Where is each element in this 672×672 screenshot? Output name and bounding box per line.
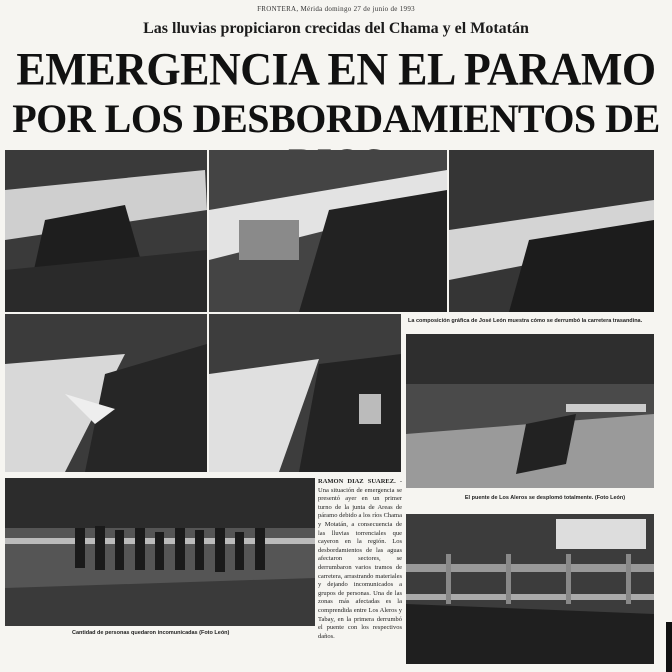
photo-road-collapse-2	[209, 150, 447, 312]
photo-bridge-collapse	[406, 334, 654, 488]
photo-road-collapse-1	[5, 150, 207, 312]
article-body: - Una situación de emergencia se presentó ayer en un primer turno de la junta de Areas de páramo debido a los ríos Chama y Motatán, a consecuencia de las lluvias torrenciales que cayeron en la región. Los desbordamientos de las aguas afectaron sectores, se derrumbaron varios tramos de carretera, arrastrando materiales y dejando incomunicados a grupos de personas.	[318, 478, 402, 597]
photo-stranded-crowd	[5, 478, 315, 626]
article-body-2: Una de las zonas más afectadas es la comprendida entre Los Aleros y Tabay, en la primera derrumbó el puente con los respectivos daños.	[318, 589, 402, 638]
article-byline: RAMON DIAZ SUAREZ.	[318, 478, 400, 485]
caption-bridge: El puente de Los Aleros se desplomó totalmente. (Foto León)	[464, 495, 626, 501]
headline-line-1: EMERGENCIA EN EL PARAMO	[16, 43, 656, 96]
dateline: FRONTERA, Mérida domingo 27 de junio de 1993	[257, 5, 415, 13]
caption-crowd: Cantidad de personas quedaron incomunicadas (Foto León)	[72, 630, 230, 636]
photo-road-collapse-4	[5, 314, 207, 472]
caption-composite: La composición gráfica de José León muestra cómo se derrumbó la carretera trasandina.	[408, 318, 643, 324]
photo-road-collapse-3	[449, 150, 654, 312]
subheadline: Las lluvias propiciaron crecidas del Chama y el Motatán	[143, 20, 529, 37]
photo-road-collapse-5	[209, 314, 401, 472]
headline-line-2: POR LOS DESBORDAMIENTOS DE	[12, 96, 660, 141]
edge-shadow	[666, 622, 672, 672]
article-column	[318, 478, 402, 638]
photo-bridge-railing	[406, 514, 654, 664]
